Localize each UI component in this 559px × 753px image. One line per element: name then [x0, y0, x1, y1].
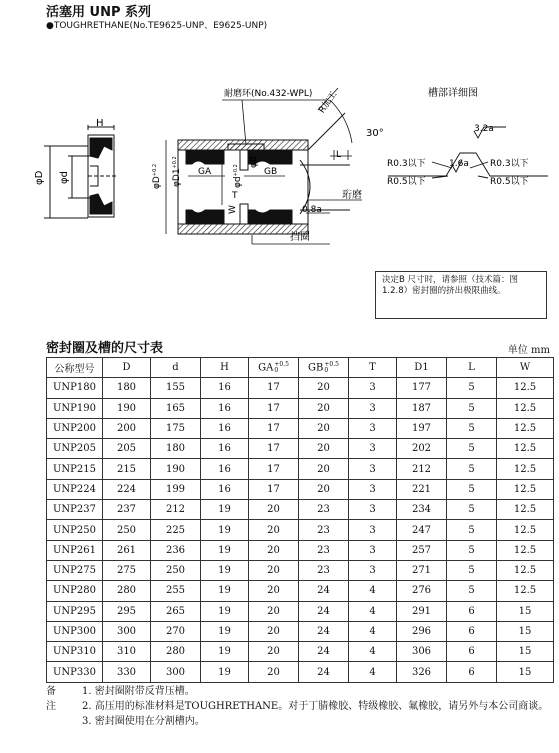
phi-D1-label: $\varphi D1^{+0.2}$: [172, 156, 182, 187]
table-cell: 3: [349, 500, 397, 520]
table-cell: 20: [249, 662, 299, 682]
page-subtitle: ●TOUGHRETHANE(No.TE9625-UNP、E9625-UNP): [46, 21, 268, 31]
table-row: [47, 601, 554, 621]
table-row: [47, 662, 554, 682]
table-cell: UNP205: [47, 439, 103, 459]
table-cell: 20: [249, 642, 299, 662]
table-cell: 330: [103, 662, 151, 682]
extrusion-note-box: 决定B 尺寸时，请参照（技术篇：图1.2.8）密封圈的挤出极限曲线。: [375, 271, 547, 319]
phi-d-big-label: φD: [34, 170, 45, 185]
table-cell: 190: [151, 459, 201, 479]
table-cell: 12.5: [497, 418, 554, 438]
table-cell: 12.5: [497, 500, 554, 520]
table-cell: 23: [299, 520, 349, 540]
table-row: [47, 418, 554, 438]
table-cell: 212: [151, 500, 201, 520]
table-cell: 15: [497, 642, 554, 662]
table-cell: 24: [299, 642, 349, 662]
table-cell: 12.5: [497, 560, 554, 580]
table-cell: 4: [349, 581, 397, 601]
col-GA: GA+0.5 0: [249, 358, 299, 378]
table-cell: 197: [397, 418, 447, 438]
table-cell: 20: [249, 601, 299, 621]
table-cell: 24: [299, 601, 349, 621]
phi-d-small-label: φd: [59, 171, 70, 184]
table-cell: 247: [397, 520, 447, 540]
table-cell: 310: [103, 642, 151, 662]
table-cell: 12.5: [497, 479, 554, 499]
table-cell: 23: [299, 500, 349, 520]
phi-b-label: φB: [249, 155, 259, 168]
table-cell: 4: [349, 621, 397, 641]
table-cell: 236: [151, 540, 201, 560]
table-cell: 202: [397, 439, 447, 459]
table-cell: 20: [249, 560, 299, 580]
table-cell: 19: [201, 601, 249, 621]
table-cell: 296: [397, 621, 447, 641]
table-cell: 275: [103, 560, 151, 580]
unit-label: 单位 mm: [507, 345, 550, 356]
roughness-32-label: 3.2a: [474, 124, 494, 134]
table-cell: 3: [349, 520, 397, 540]
table-cell: 12.5: [497, 581, 554, 601]
table-cell: 20: [299, 378, 349, 398]
table-cell: 5: [447, 500, 497, 520]
table-cell: 5: [447, 520, 497, 540]
table-cell: 17: [249, 439, 299, 459]
table-cell: 19: [201, 520, 249, 540]
table-cell: UNP215: [47, 459, 103, 479]
phi-d-h9-label: $\varphi d^{+0.2}$: [233, 164, 243, 188]
table-cell: 16: [201, 378, 249, 398]
grinding-label: 珩磨: [342, 190, 362, 201]
table-cell: 306: [397, 642, 447, 662]
table-cell: 187: [397, 398, 447, 418]
table-cell: 16: [201, 398, 249, 418]
table-cell: 12.5: [497, 439, 554, 459]
table-cell: 24: [299, 662, 349, 682]
t-label: T: [232, 191, 238, 201]
table-cell: 326: [397, 662, 447, 682]
col-d: d: [151, 358, 201, 378]
table-cell: 24: [299, 581, 349, 601]
table-cell: 215: [103, 459, 151, 479]
table-cell: 16: [201, 418, 249, 438]
table-row: [47, 378, 554, 398]
backup-ring-label: 挡圈: [290, 232, 310, 243]
col-H: H: [201, 358, 249, 378]
table-row: [47, 560, 554, 580]
table-cell: 180: [103, 378, 151, 398]
table-cell: UNP261: [47, 540, 103, 560]
col-L: L: [447, 358, 497, 378]
r03-left-label: R0.3以下: [387, 159, 426, 169]
table-cell: 5: [447, 540, 497, 560]
col-GB: GB+0.5 0: [299, 358, 349, 378]
table-cell: 20: [249, 500, 299, 520]
table-cell: 250: [151, 560, 201, 580]
table-cell: 224: [103, 479, 151, 499]
table-cell: 280: [103, 581, 151, 601]
table-cell: 300: [103, 621, 151, 641]
table-cell: 24: [299, 621, 349, 641]
col-model: 公称型号: [47, 358, 103, 378]
table-cell: 16: [201, 479, 249, 499]
table-cell: 271: [397, 560, 447, 580]
table-cell: UNP280: [47, 581, 103, 601]
table-cell: 300: [151, 662, 201, 682]
table-cell: 19: [201, 642, 249, 662]
r03-right-label: R0.3以下: [490, 159, 529, 169]
table-cell: UNP200: [47, 418, 103, 438]
r05-left-label: R0.5以下: [387, 177, 426, 187]
table-row: [47, 520, 554, 540]
table-cell: 5: [447, 581, 497, 601]
table-cell: 5: [447, 398, 497, 418]
table-cell: 3: [349, 560, 397, 580]
table-cell: 5: [447, 439, 497, 459]
table-cell: 20: [299, 418, 349, 438]
table-cell: UNP275: [47, 560, 103, 580]
table-cell: 6: [447, 662, 497, 682]
table-cell: 180: [151, 439, 201, 459]
table-cell: 3: [349, 378, 397, 398]
table-cell: 200: [103, 418, 151, 438]
table-cell: 155: [151, 378, 201, 398]
ga-label: GA: [198, 167, 212, 177]
table-cell: 225: [151, 520, 201, 540]
table-cell: 16: [201, 459, 249, 479]
table-cell: 3: [349, 479, 397, 499]
table-cell: 6: [447, 642, 497, 662]
table-cell: 5: [447, 479, 497, 499]
r-machining-label: R加工: [317, 89, 340, 116]
table-cell: 3: [349, 459, 397, 479]
table-cell: 177: [397, 378, 447, 398]
table-row: [47, 398, 554, 418]
table-cell: 19: [201, 560, 249, 580]
table-cell: 250: [103, 520, 151, 540]
table-cell: 257: [397, 540, 447, 560]
table-cell: 23: [299, 560, 349, 580]
page-title: 活塞用 UNP 系列: [46, 5, 152, 20]
table-cell: 23: [299, 540, 349, 560]
table-cell: 17: [249, 398, 299, 418]
table-cell: 6: [447, 601, 497, 621]
table-cell: 17: [249, 378, 299, 398]
table-cell: 15: [497, 662, 554, 682]
note-item: 1. 密封圈附带反背压槽。: [82, 686, 195, 697]
table-row: [47, 459, 554, 479]
table-cell: 20: [249, 581, 299, 601]
table-row: [47, 479, 554, 499]
wear-ring-label: 耐磨环(No.432-WPL): [224, 89, 313, 99]
col-T: T: [349, 358, 397, 378]
table-cell: UNP224: [47, 479, 103, 499]
table-cell: 234: [397, 500, 447, 520]
notes-label: 备注: [46, 686, 56, 712]
table-cell: 291: [397, 601, 447, 621]
table-cell: 205: [103, 439, 151, 459]
table-cell: 20: [299, 479, 349, 499]
roughness-08-label: 0.8a: [302, 205, 322, 215]
table-cell: 3: [349, 418, 397, 438]
table-cell: 20: [249, 520, 299, 540]
table-cell: 255: [151, 581, 201, 601]
table-cell: UNP237: [47, 500, 103, 520]
note-item: 3. 密封圈使用在分割槽内。: [82, 716, 205, 727]
table-row: [47, 439, 554, 459]
table-row: [47, 621, 554, 641]
table-cell: 295: [103, 601, 151, 621]
table-header-row: [47, 358, 554, 378]
table-cell: 276: [397, 581, 447, 601]
table-cell: 19: [201, 540, 249, 560]
table-cell: UNP300: [47, 621, 103, 641]
table-cell: UNP190: [47, 398, 103, 418]
w-label: W: [228, 205, 238, 214]
table-cell: 4: [349, 662, 397, 682]
table-cell: 17: [249, 418, 299, 438]
table-cell: 5: [447, 459, 497, 479]
table-cell: 20: [299, 439, 349, 459]
table-cell: 12.5: [497, 540, 554, 560]
table-title: 密封圈及槽的尺寸表: [46, 341, 164, 356]
phi-D-h9-label: $\varphi D^{+0.2}$: [152, 163, 162, 189]
table-cell: 5: [447, 378, 497, 398]
table-cell: 15: [497, 601, 554, 621]
groove-detail-drawing: [388, 127, 548, 178]
table-cell: 4: [349, 642, 397, 662]
table-cell: UNP180: [47, 378, 103, 398]
note-item: 2. 高压用的标准材料是TOUGHRETHANE。对于丁腈橡胶、特级橡胶、氟橡胶，请另外与本公司商谈。: [82, 701, 549, 712]
table-cell: 261: [103, 540, 151, 560]
l-label: L: [336, 150, 342, 160]
col-D1: D1: [397, 358, 447, 378]
table-cell: 15: [497, 621, 554, 641]
table-cell: 175: [151, 418, 201, 438]
table-cell: 3: [349, 540, 397, 560]
table-row: [47, 581, 554, 601]
dimension-table: [46, 357, 554, 683]
table-cell: 20: [249, 621, 299, 641]
roughness-16-label: 1.6a: [449, 159, 469, 169]
table-cell: 3: [349, 398, 397, 418]
table-body: [47, 378, 554, 682]
table-cell: 190: [103, 398, 151, 418]
table-cell: 4: [349, 601, 397, 621]
table-cell: 280: [151, 642, 201, 662]
table-cell: 12.5: [497, 520, 554, 540]
table-cell: 19: [201, 662, 249, 682]
table-cell: 212: [397, 459, 447, 479]
table-cell: UNP295: [47, 601, 103, 621]
table-cell: 17: [249, 479, 299, 499]
table-cell: UNP330: [47, 662, 103, 682]
table-cell: 237: [103, 500, 151, 520]
table-cell: 17: [249, 459, 299, 479]
table-cell: 19: [201, 621, 249, 641]
table-cell: 20: [249, 540, 299, 560]
table-row: [47, 540, 554, 560]
table-cell: 20: [299, 459, 349, 479]
table-cell: 19: [201, 500, 249, 520]
table-cell: 265: [151, 601, 201, 621]
groove-detail-title: 槽部详细图: [428, 88, 478, 99]
table-cell: 221: [397, 479, 447, 499]
col-W: W: [497, 358, 554, 378]
table-cell: 12.5: [497, 398, 554, 418]
table-cell: 6: [447, 621, 497, 641]
table-cell: 16: [201, 439, 249, 459]
r05-right-label: R0.5以下: [490, 177, 529, 187]
table-cell: 12.5: [497, 459, 554, 479]
table-cell: 3: [349, 439, 397, 459]
angle-label: 30°: [366, 128, 384, 139]
table-cell: UNP310: [47, 642, 103, 662]
table-row: [47, 642, 554, 662]
table-cell: 199: [151, 479, 201, 499]
table-cell: 19: [201, 581, 249, 601]
table-cell: UNP250: [47, 520, 103, 540]
table-row: [47, 500, 554, 520]
seal-ring-section: [44, 125, 117, 218]
table-cell: 165: [151, 398, 201, 418]
h-label: H: [96, 118, 104, 129]
table-cell: 5: [447, 418, 497, 438]
table-cell: 5: [447, 560, 497, 580]
table-cell: 12.5: [497, 378, 554, 398]
col-D: D: [103, 358, 151, 378]
table-cell: 20: [299, 398, 349, 418]
gb-label: GB: [264, 167, 278, 177]
table-cell: 270: [151, 621, 201, 641]
